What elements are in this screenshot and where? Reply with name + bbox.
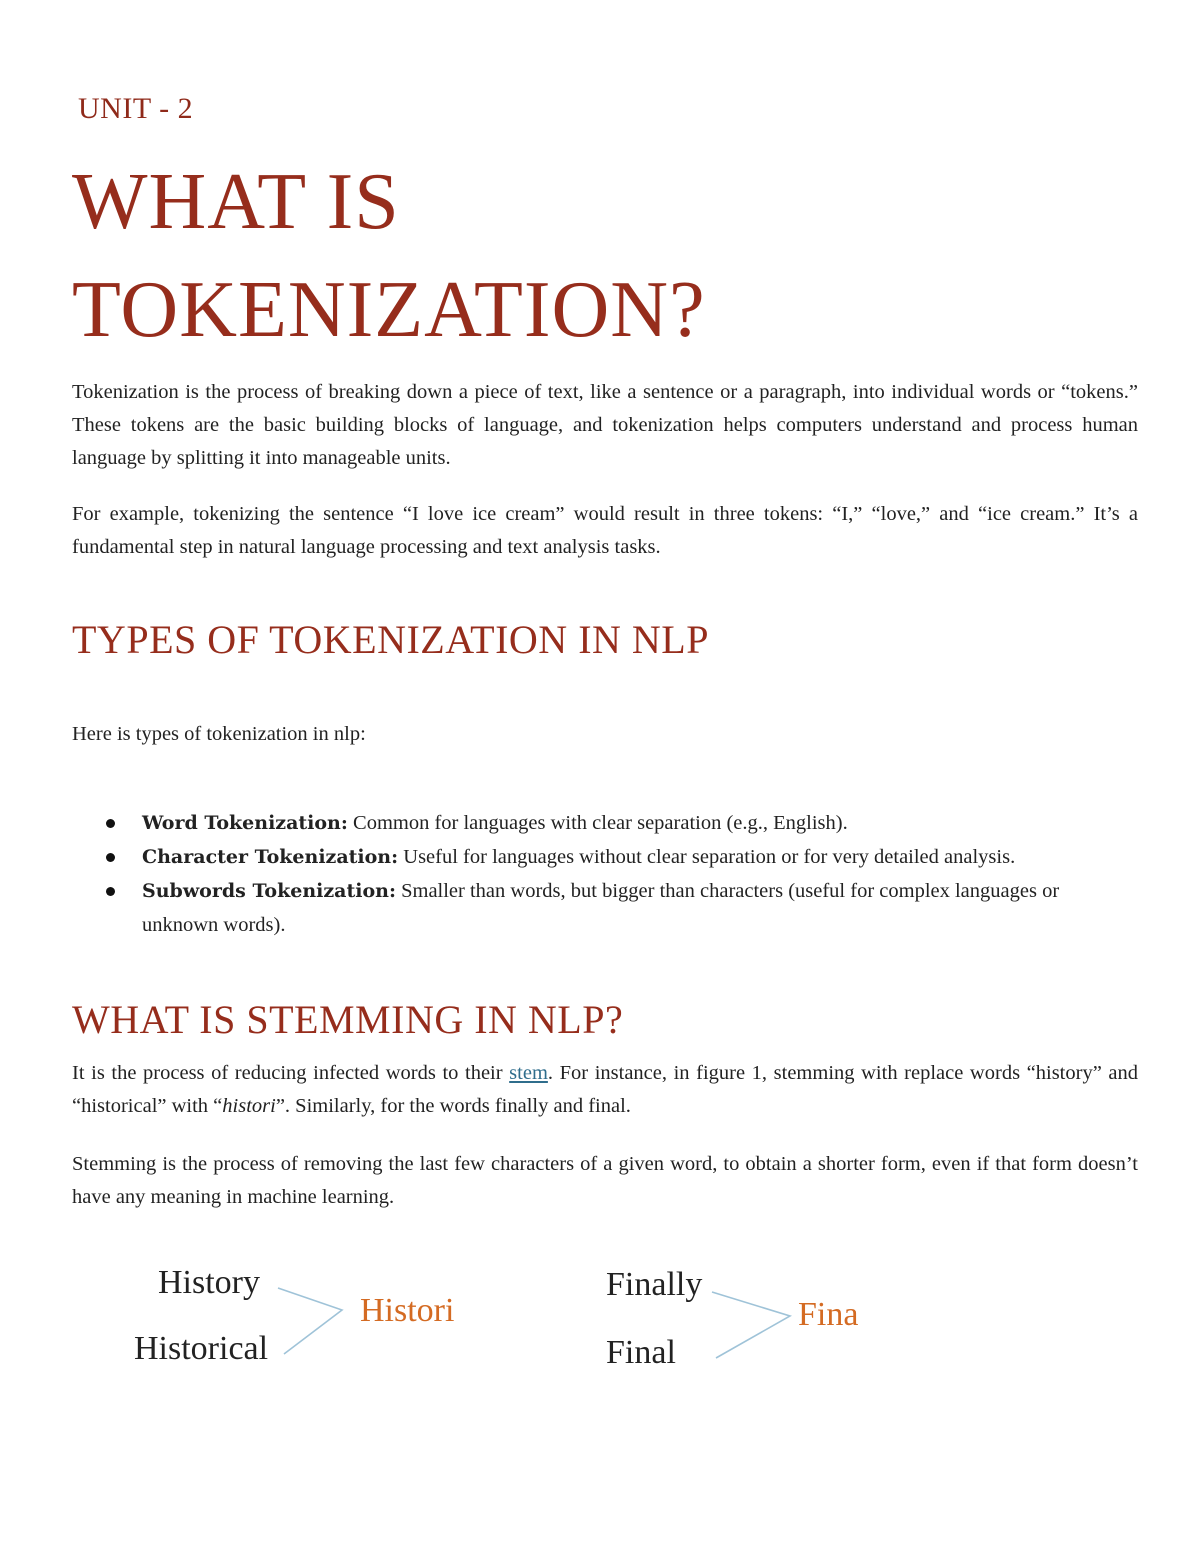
stemming-text-pre: It is the process of reducing infected words to their xyxy=(72,1062,510,1084)
bullet-icon xyxy=(106,819,115,828)
figure-stem-histori: Histori xyxy=(360,1292,455,1329)
chevron-icon xyxy=(712,1292,790,1358)
page-title-line-2: TOKENIZATION? xyxy=(72,266,706,354)
stemming-text-post: ”. Similarly, for the words finally and final. xyxy=(275,1095,631,1117)
chevron-icon xyxy=(278,1288,342,1354)
stemming-paragraph-1 xyxy=(72,1057,1138,1123)
figure-word-final: Final xyxy=(606,1334,676,1371)
unit-label: UNIT - 2 xyxy=(78,92,194,125)
types-heading: TYPES OF TOKENIZATION IN NLP xyxy=(72,617,709,662)
stemming-figure xyxy=(0,1250,1200,1400)
figure-word-finally: Finally xyxy=(606,1266,703,1303)
list-item-text: Smaller than words, but bigger than characters (useful for complex languages or unknown words). xyxy=(142,880,1060,936)
figure-word-historical: Historical xyxy=(134,1330,269,1367)
figure-stem-fina: Fina xyxy=(798,1296,859,1333)
bullet-icon xyxy=(106,887,115,896)
bullet-icon xyxy=(106,853,115,862)
list-item xyxy=(72,806,1138,840)
stemming-italic: histori xyxy=(222,1095,276,1117)
list-item-term: Character Tokenization: xyxy=(142,846,399,868)
types-lead: Here is types of tokenization in nlp: xyxy=(72,723,366,745)
stem-link[interactable]: stem xyxy=(509,1062,548,1084)
list-item xyxy=(72,874,1138,942)
figure-word-history: History xyxy=(158,1264,260,1301)
intro-paragraph-1: Tokenization is the process of breaking down a piece of text, like a sentence or a paragraph, into individual words or “tokens.” These tokens are the basic building blocks of language, and tokenization helps computers understand and process human language by splitting it into manageable units. xyxy=(72,381,1138,469)
list-item-term: Word Tokenization: xyxy=(142,812,348,834)
page-title-line-1: WHAT IS xyxy=(72,158,400,246)
stemming-heading: WHAT IS STEMMING IN NLP? xyxy=(72,997,624,1042)
list-item xyxy=(72,840,1138,874)
list-item-term: Subwords Tokenization: xyxy=(142,880,396,902)
intro-paragraph-2: For example, tokenizing the sentence “I love ice cream” would result in three tokens: “I,” “love,” and “ice cream.” It’s a fundamental step in natural language processing and text analysis tasks. xyxy=(72,503,1138,558)
list-item-text: Common for languages with clear separation (e.g., English). xyxy=(347,812,848,834)
stemming-paragraph-2: Stemming is the process of removing the last few characters of a given word, to obtain a shorter form, even if that form doesn’t have any meaning in machine learning. xyxy=(72,1153,1138,1208)
page-title xyxy=(72,148,706,364)
stemming-text-mid: . For instance, in figure 1, stemming with replace words “history” and “historical” with “ xyxy=(72,1062,1138,1117)
list-item-text: Useful for languages without clear separation or for very detailed analysis. xyxy=(398,846,1016,868)
types-list xyxy=(72,806,1138,942)
figure-arrows xyxy=(0,1250,1200,1400)
